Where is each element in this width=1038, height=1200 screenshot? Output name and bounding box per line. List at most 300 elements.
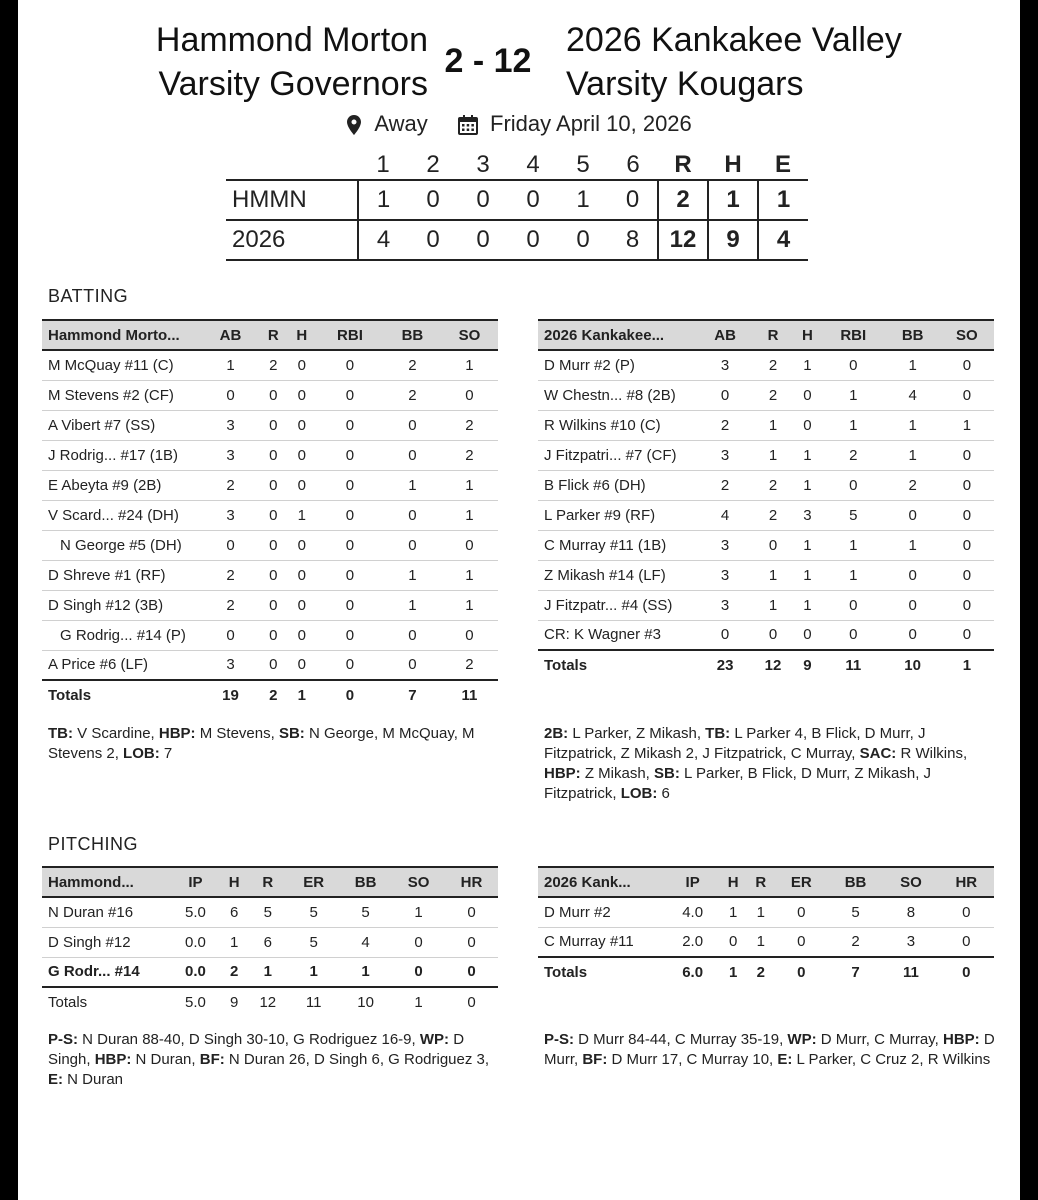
- pitcher-name: N Duran #16: [42, 897, 170, 927]
- away-team-name: [566, 18, 986, 106]
- pitcher-name: Totals: [48, 994, 88, 1011]
- stat-cell: 0: [384, 620, 441, 650]
- player-name: V Scard... #24 (DH): [42, 500, 202, 530]
- batter-row: [42, 500, 498, 530]
- player-name: R Wilkins #10 (C): [538, 410, 698, 440]
- stat-cell: 1: [392, 897, 445, 927]
- player-name: D Singh #12 (3B): [42, 590, 202, 620]
- inning-score: 0: [476, 226, 490, 253]
- away-batting-notes: [544, 724, 1000, 804]
- player-name: L Parker #9 (RF): [538, 500, 698, 530]
- stat-cell: 5: [339, 897, 392, 927]
- stat-cell: 0: [259, 500, 288, 530]
- stat-cell: 0: [467, 994, 476, 1011]
- inning-header: 3: [476, 150, 490, 178]
- stat-cell: 0: [940, 350, 994, 380]
- batter-row: [538, 410, 994, 440]
- inning-header: 4: [526, 150, 540, 178]
- stat-cell: 2: [886, 470, 940, 500]
- stat-cell: 1: [202, 350, 259, 380]
- home-team-name: [88, 18, 428, 106]
- home-batting-notes: [48, 724, 504, 764]
- stat-cell: 7: [828, 957, 883, 987]
- stat-cell: 0.0: [170, 927, 221, 957]
- home-pitching-table: [42, 866, 498, 1017]
- batter-row: [42, 560, 498, 590]
- stat-cell: 3: [794, 500, 821, 530]
- totals-cell: 12: [752, 650, 794, 680]
- stat-cell: 5: [288, 897, 339, 927]
- stat-cell: 0: [698, 380, 752, 410]
- stat-cell: 1: [221, 927, 247, 957]
- stat-cell: 1: [719, 957, 747, 987]
- batter-row: [538, 590, 994, 620]
- stat-cell: 2: [752, 380, 794, 410]
- stat-cell: 1: [747, 927, 775, 957]
- stat-cell: 1: [886, 530, 940, 560]
- inning-score: 8: [625, 226, 640, 253]
- stat-column-header: R: [259, 320, 288, 350]
- note-value: D Murr 84-44, C Murray 35-19,: [574, 1031, 788, 1048]
- linescore-corner: [226, 150, 358, 180]
- note-key: SAC:: [859, 745, 897, 762]
- stat-cell: 0: [940, 440, 994, 470]
- stat-cell: 0: [287, 470, 316, 500]
- linescore-row-home: [226, 180, 808, 220]
- stat-cell: 0: [287, 590, 316, 620]
- batter-row: [42, 410, 498, 440]
- player-name: M McQuay #11 (C): [42, 350, 202, 380]
- stat-cell: 0: [821, 590, 886, 620]
- stat-cell: 0: [384, 500, 441, 530]
- stat-cell: 2: [202, 590, 259, 620]
- note-key: HBP:: [544, 765, 581, 782]
- stat-cell: 1: [821, 530, 886, 560]
- inning-score: 0: [476, 186, 490, 213]
- final-score: 2 - 12: [444, 42, 532, 80]
- inning-score: 0: [426, 226, 440, 253]
- stat-cell: 1: [414, 994, 423, 1011]
- pitcher-name: C Murray #11: [538, 927, 666, 957]
- note-value: N Duran 26, D Singh 6, G Rodriguez 3,: [224, 1051, 490, 1068]
- player-name: D Shreve #1 (RF): [42, 560, 202, 590]
- pitcher-row: [42, 927, 498, 957]
- stat-cell: 0: [287, 410, 316, 440]
- totals-cell: 1: [287, 680, 316, 710]
- total-errors: 4: [758, 220, 808, 260]
- stat-cell: 1: [441, 500, 498, 530]
- stat-cell: 0: [441, 380, 498, 410]
- stat-cell: 2: [698, 410, 752, 440]
- stat-cell: 1: [821, 380, 886, 410]
- batter-row: [538, 500, 994, 530]
- stat-cell: 0: [287, 380, 316, 410]
- stat-column-header: RBI: [821, 320, 886, 350]
- stat-cell: 0: [202, 530, 259, 560]
- player-name: C Murray #11 (1B): [538, 530, 698, 560]
- away-team-line1: 2026 Kankakee Valley: [566, 21, 902, 59]
- pitcher-row: [538, 927, 994, 957]
- stat-cell: 0: [259, 620, 288, 650]
- stat-cell: 2: [221, 957, 247, 987]
- pitcher-row: [42, 957, 498, 987]
- total-hits: 1: [708, 180, 758, 220]
- note-value: D Murr 17, C Murray 10,: [607, 1051, 778, 1068]
- batter-row: [42, 620, 498, 650]
- stat-cell: 0: [316, 530, 384, 560]
- totals-label: Totals: [42, 680, 202, 710]
- stat-cell: 1: [384, 590, 441, 620]
- batter-row: [538, 560, 994, 590]
- stat-cell: 2: [752, 350, 794, 380]
- inning-header: 6: [626, 150, 640, 178]
- stat-cell: 4.0: [666, 897, 719, 927]
- player-name: CR: K Wagner #3: [538, 620, 698, 650]
- stat-cell: 5.0: [185, 994, 206, 1011]
- stat-cell: 6: [247, 927, 288, 957]
- stat-cell: 2: [384, 380, 441, 410]
- location-text: Away: [374, 111, 428, 137]
- batter-row: [538, 440, 994, 470]
- stat-cell: 0: [821, 350, 886, 380]
- stat-column-header: BB: [886, 320, 940, 350]
- batter-row: [538, 350, 994, 380]
- team-column-header: 2026 Kankakee...: [538, 320, 698, 350]
- stat-cell: 0: [940, 470, 994, 500]
- stat-cell: 1: [441, 350, 498, 380]
- stat-column-header: SO: [883, 867, 938, 897]
- note-key: WP:: [787, 1031, 817, 1048]
- total-runs: 12: [658, 220, 708, 260]
- totals-cell: 11: [441, 680, 498, 710]
- map-pin-icon: [346, 111, 362, 137]
- stat-cell: 0: [316, 350, 384, 380]
- stat-cell: 3: [202, 650, 259, 680]
- stat-cell: 0: [259, 440, 288, 470]
- batter-row: [42, 440, 498, 470]
- pitcher-row: [42, 897, 498, 927]
- pitcher-name: G Rodr... #14: [42, 957, 170, 987]
- stat-cell: 6.0: [666, 957, 719, 987]
- stat-cell: 0: [775, 897, 828, 927]
- stat-cell: 0: [939, 897, 994, 927]
- stat-cell: 0: [202, 380, 259, 410]
- stat-cell: 1: [247, 957, 288, 987]
- stat-cell: 0: [794, 380, 821, 410]
- stat-cell: 0: [316, 410, 384, 440]
- stat-cell: 0: [445, 927, 498, 957]
- player-name: M Stevens #2 (CF): [42, 380, 202, 410]
- stat-cell: 0: [384, 530, 441, 560]
- hits-header: H: [724, 150, 742, 178]
- stat-cell: 3: [698, 350, 752, 380]
- stat-cell: 0: [794, 620, 821, 650]
- stat-cell: 0: [259, 530, 288, 560]
- totals-row: [538, 957, 994, 987]
- home-team-line1: Hammond Morton: [155, 21, 428, 59]
- stat-cell: 0: [259, 650, 288, 680]
- batter-row: [538, 470, 994, 500]
- stat-cell: 3: [883, 927, 938, 957]
- note-value: M Stevens,: [195, 725, 279, 742]
- pitcher-name: D Singh #12: [42, 927, 170, 957]
- inning-score: 0: [625, 186, 640, 213]
- note-value: R Wilkins,: [896, 745, 968, 762]
- stat-cell: 1: [886, 440, 940, 470]
- stat-cell: 0: [775, 927, 828, 957]
- note-key: WP:: [419, 1031, 450, 1048]
- away-pitching-table: [538, 866, 994, 987]
- player-name: A Price #6 (LF): [42, 650, 202, 680]
- team-column-header: Hammond Morto...: [42, 320, 202, 350]
- stat-cell: 0: [287, 650, 316, 680]
- away-pitching-notes: [544, 1030, 1000, 1070]
- stat-column-header: R: [752, 320, 794, 350]
- stat-cell: 0: [441, 530, 498, 560]
- stat-cell: 0.0: [170, 957, 221, 987]
- note-key: HBP:: [158, 725, 196, 742]
- stat-cell: 0: [316, 440, 384, 470]
- linescore-team: HMMN: [232, 186, 307, 213]
- note-value: N Duran: [63, 1071, 124, 1088]
- stat-cell: 1: [752, 410, 794, 440]
- stat-cell: 11: [883, 957, 938, 987]
- player-name: J Fitzpatri... #7 (CF): [538, 440, 698, 470]
- stat-cell: 8: [883, 897, 938, 927]
- stat-cell: 9: [230, 994, 239, 1011]
- total-runs: 2: [658, 180, 708, 220]
- stat-cell: 6: [221, 897, 247, 927]
- stat-cell: 0: [775, 957, 828, 987]
- stat-column-header: H: [287, 320, 316, 350]
- note-key: P-S:: [544, 1031, 574, 1048]
- stat-cell: 1: [288, 957, 339, 987]
- stat-cell: 0: [392, 957, 445, 987]
- stat-cell: 2: [441, 440, 498, 470]
- game-meta: [18, 110, 1020, 140]
- stat-cell: 3: [202, 440, 259, 470]
- note-key: HBP:: [94, 1051, 132, 1068]
- pitcher-name: D Murr #2: [538, 897, 666, 927]
- stat-cell: 0: [259, 410, 288, 440]
- stat-cell: 11: [305, 994, 322, 1011]
- inning-header: 2: [426, 150, 440, 178]
- stat-cell: 0: [940, 560, 994, 590]
- inning-score: 1: [576, 186, 590, 213]
- stat-column-header: SO: [441, 320, 498, 350]
- stat-cell: 1: [794, 470, 821, 500]
- stat-column-header: BB: [339, 867, 392, 897]
- stat-cell: 0: [445, 957, 498, 987]
- player-name: A Vibert #7 (SS): [42, 410, 202, 440]
- stat-cell: 0: [940, 620, 994, 650]
- stat-cell: 10: [357, 994, 374, 1011]
- stat-cell: 0: [316, 590, 384, 620]
- stat-column-header: SO: [392, 867, 445, 897]
- batter-row: [42, 380, 498, 410]
- total-hits: 9: [708, 220, 758, 260]
- stat-cell: 0: [752, 530, 794, 560]
- stat-cell: 1: [384, 470, 441, 500]
- totals-row: [538, 650, 994, 680]
- stat-column-header: RBI: [316, 320, 384, 350]
- stat-cell: 0: [259, 470, 288, 500]
- linescore-row-away: [226, 220, 808, 260]
- stat-cell: 1: [719, 897, 747, 927]
- note-key: BF:: [582, 1051, 608, 1068]
- stat-cell: 0: [392, 927, 445, 957]
- stat-cell: 0: [316, 500, 384, 530]
- stat-cell: 4: [886, 380, 940, 410]
- stat-column-header: ER: [775, 867, 828, 897]
- stat-cell: 2: [828, 927, 883, 957]
- stat-column-header: H: [794, 320, 821, 350]
- stat-cell: 1: [794, 560, 821, 590]
- stat-cell: 3: [202, 410, 259, 440]
- stat-cell: 5: [288, 927, 339, 957]
- stat-cell: 5.0: [170, 897, 221, 927]
- stat-cell: 2.0: [666, 927, 719, 957]
- stat-cell: 0: [287, 530, 316, 560]
- stat-cell: 2: [752, 500, 794, 530]
- stat-column-header: AB: [698, 320, 752, 350]
- linescore-team: 2026: [232, 226, 286, 253]
- note-key: TB:: [48, 725, 73, 742]
- player-name: B Flick #6 (DH): [538, 470, 698, 500]
- note-key: P-S:: [48, 1031, 78, 1048]
- note-key: LOB:: [620, 785, 658, 802]
- note-value: N Duran 88-40, D Singh 30-10, G Rodriguez 16-9,: [78, 1031, 420, 1048]
- note-value: L Parker 4, B Flick, D Murr, J Fitzpatrick, Z Mikash 2, J Fitzpatrick, C Murray,: [544, 725, 926, 762]
- stat-column-header: IP: [666, 867, 719, 897]
- stat-column-header: H: [719, 867, 747, 897]
- home-pitching-notes: [48, 1030, 504, 1090]
- stat-cell: 0: [940, 500, 994, 530]
- stat-cell: 2: [202, 470, 259, 500]
- player-name: J Fitzpatr... #4 (SS): [538, 590, 698, 620]
- pitcher-row: [538, 897, 994, 927]
- stat-cell: 0: [886, 590, 940, 620]
- batter-row: [42, 530, 498, 560]
- home-batting-table: [42, 319, 498, 710]
- stat-cell: 0: [939, 957, 994, 987]
- note-key: HBP:: [942, 1031, 980, 1048]
- note-key: E:: [777, 1051, 793, 1068]
- stat-cell: 2: [747, 957, 775, 987]
- stat-cell: 1: [821, 560, 886, 590]
- stat-cell: 0: [316, 650, 384, 680]
- batter-row: [42, 350, 498, 380]
- player-name: G Rodrig... #14 (P): [42, 620, 202, 650]
- stat-cell: 2: [698, 470, 752, 500]
- totals-cell: 2: [259, 680, 288, 710]
- note-value: D Murr, C Murray,: [816, 1031, 943, 1048]
- player-name: W Chestn... #8 (2B): [538, 380, 698, 410]
- box-score-page: [18, 0, 1020, 1200]
- stat-cell: 5: [247, 897, 288, 927]
- stat-cell: 0: [384, 650, 441, 680]
- pitching-section-title: PITCHING: [48, 834, 139, 854]
- stat-cell: 2: [752, 470, 794, 500]
- note-value: N Duran,: [131, 1051, 200, 1068]
- stat-column-header: R: [747, 867, 775, 897]
- note-value: L Parker, B Flick, D Murr, Z Mikash, J Fitzpatrick,: [544, 765, 932, 802]
- inning-score: 0: [526, 226, 540, 253]
- stat-cell: 0: [719, 927, 747, 957]
- totals-cell: 19: [202, 680, 259, 710]
- note-value: L Parker, C Cruz 2, R Wilkins: [792, 1051, 991, 1068]
- stat-cell: 0: [384, 440, 441, 470]
- stat-column-header: BB: [828, 867, 883, 897]
- stat-column-header: R: [247, 867, 288, 897]
- inning-header: 5: [576, 150, 590, 178]
- stat-cell: 1: [287, 500, 316, 530]
- note-value: 6: [657, 785, 670, 802]
- stat-cell: 0: [259, 380, 288, 410]
- team-column-header: Hammond...: [42, 867, 170, 897]
- totals-row: [42, 680, 498, 710]
- stat-cell: 0: [886, 500, 940, 530]
- note-value: N George, M McQuay, M Stevens 2,: [48, 725, 475, 762]
- batter-row: [538, 380, 994, 410]
- stat-cell: 1: [794, 350, 821, 380]
- stat-cell: 1: [794, 590, 821, 620]
- stat-cell: 5: [821, 500, 886, 530]
- note-value: Z Mikash,: [580, 765, 655, 782]
- stat-cell: 12: [259, 994, 277, 1011]
- stat-column-header: HR: [939, 867, 994, 897]
- stat-cell: 0: [940, 530, 994, 560]
- inning-score: 0: [426, 186, 440, 213]
- stat-cell: 1: [441, 470, 498, 500]
- player-name: N George #5 (DH): [42, 530, 202, 560]
- stat-cell: 0: [287, 620, 316, 650]
- inning-header: 1: [376, 150, 390, 178]
- stat-column-header: H: [221, 867, 247, 897]
- stat-column-header: SO: [940, 320, 994, 350]
- note-value: D Murr,: [544, 1031, 995, 1068]
- stat-cell: 0: [940, 590, 994, 620]
- stat-cell: 1: [747, 897, 775, 927]
- away-batting-table: [538, 319, 994, 680]
- stat-cell: 0: [384, 410, 441, 440]
- note-value: D Singh,: [48, 1031, 465, 1068]
- batter-row: [42, 470, 498, 500]
- note-key: 2B:: [544, 725, 569, 742]
- stat-column-header: IP: [170, 867, 221, 897]
- stat-cell: 0: [259, 560, 288, 590]
- note-key: BF:: [199, 1051, 225, 1068]
- note-key: E:: [48, 1071, 63, 1088]
- totals-cell: 11: [821, 650, 886, 680]
- stat-cell: 0: [202, 620, 259, 650]
- stat-cell: 2: [441, 650, 498, 680]
- stat-cell: 0: [886, 620, 940, 650]
- stat-cell: 0: [886, 560, 940, 590]
- errors-header: E: [774, 150, 791, 178]
- stat-column-header: HR: [445, 867, 498, 897]
- stat-column-header: ER: [288, 867, 339, 897]
- totals-cell: 23: [698, 650, 752, 680]
- stat-cell: 3: [698, 590, 752, 620]
- stat-cell: 4: [339, 927, 392, 957]
- totals-cell: 10: [886, 650, 940, 680]
- calendar-icon: [458, 111, 478, 137]
- stat-cell: 1: [794, 440, 821, 470]
- stat-cell: 1: [794, 530, 821, 560]
- stat-cell: 0: [752, 620, 794, 650]
- stat-cell: 1: [384, 560, 441, 590]
